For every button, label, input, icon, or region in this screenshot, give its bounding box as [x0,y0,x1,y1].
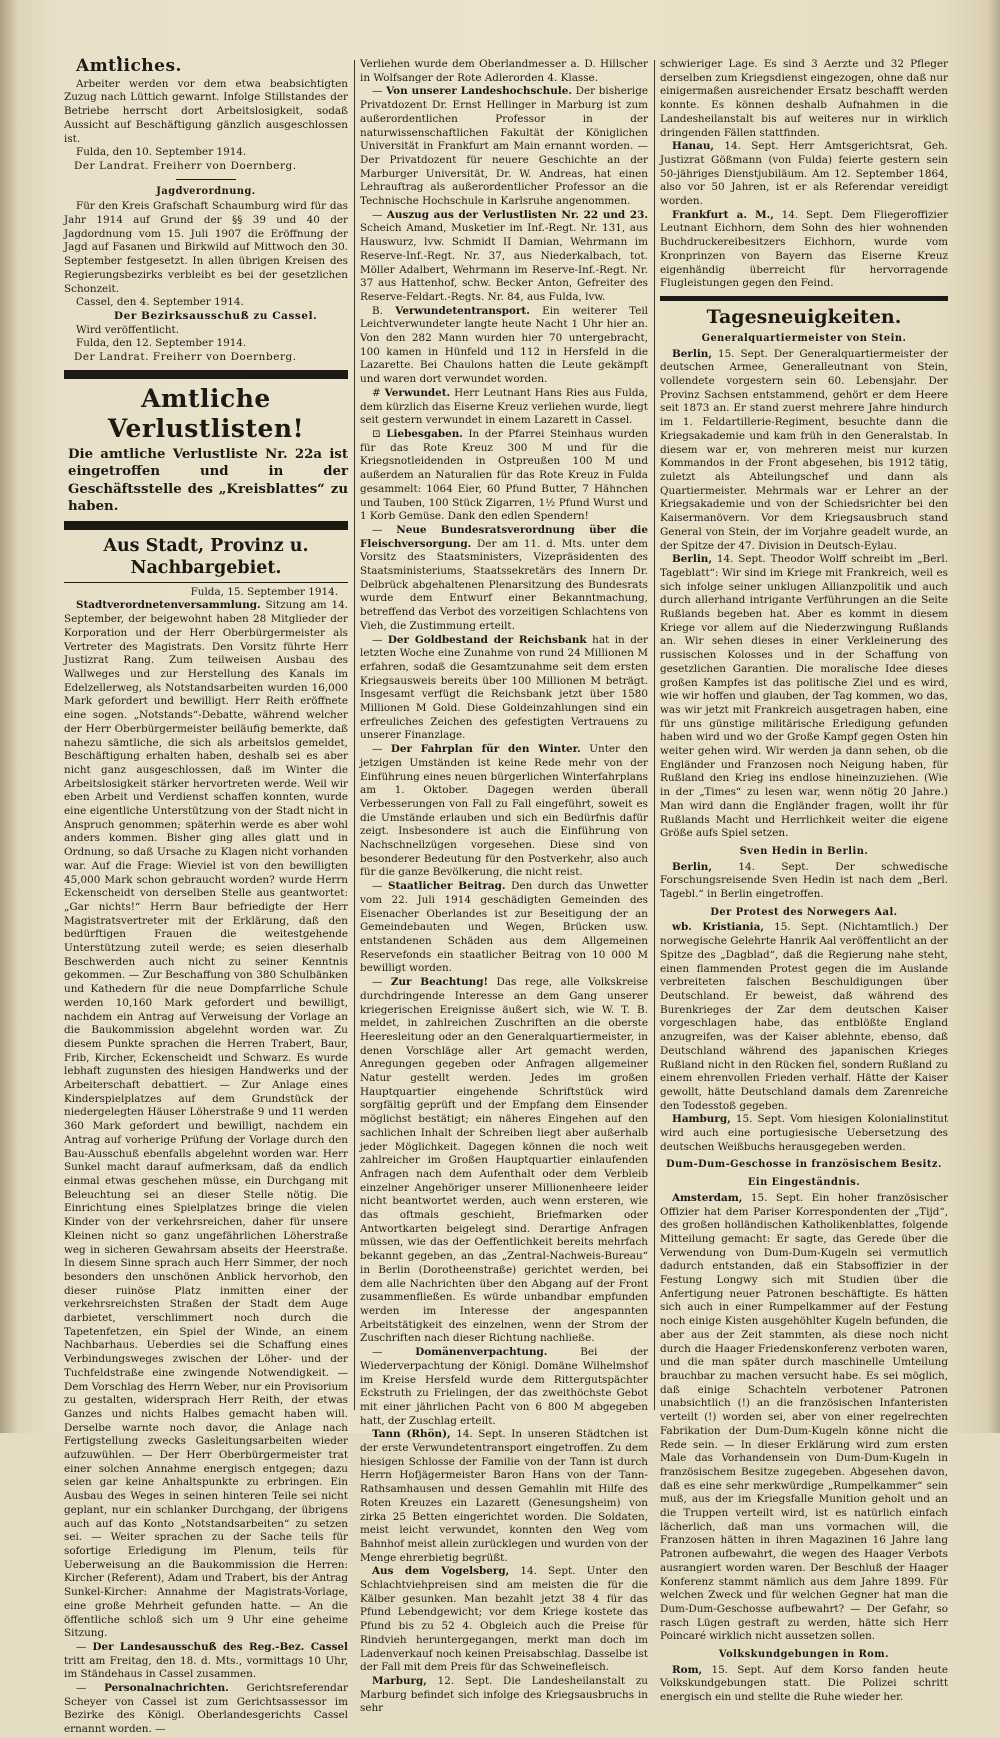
frankfurt-article [660,209,948,291]
jagd-date: Cassel, den 4. September 1914. [76,296,244,309]
verwundetentransport-label: Verwundetentransport. [395,304,530,317]
wolff-text: 14. Sept. Theodor Wolff schreibt im „Berl. Tageblatt“: Wir sind im Kriege mit Frankreich, weil es sich infolge seiner unklugen Allianzpolitik und auch durch allerhand intrigante Verführungen an die Seite Rußlands begeben hat. Aber es kommt in diesem Kriege vor allem auf die Niederzwingung Rußlands an. Wir sehen dieses in einer Verkleinerung des russischen Kolosses und in der Schaffung von gesetzlichen Garantien. Die moralische Idee dieses großen Kampfes ist das politische Ziel und es wird, wie wir hoffen und glauben, der Tag kommen, wo das, was wir jetzt mit Frankreich ausgetragen haben, eine für uns günstige militärische Erledigung gefunden haben wird und wo der Große Kampf gegen Osten hin weiter gehen wird. Wir werden ja dann sehen, ob die Engländer und Franzosen noch Neigung haben, für Rußland den Krieg ins endlose hineinzuziehen. (Wie in der „Times“ zu lesen war, wenn nötig 20 Jahre.) Man wird dann die Engländer fragen, wollt ihr für Rußlands Macht und Herrlichkeit weiter die eigene Größe aufs Spiel setzen. [660,553,949,840]
jagd-publish-signature: Der Landrat. Freiherr von Doernberg. [74,351,297,364]
beachtung-text: Das rege, alle Volkskreise durchdringende Interesse an dem Gang unserer kriegerischen Ereignisse äußert sich, wie W. T. B. meldet, in zahlreichen Zuschriften an die oberste Heeresleitung oder an den Generalquartiermeister, in denen Vorschläge aller Art gemacht werden, Anregungen gegeben oder Anfragen allgemeiner Natur gestellt werden. Jedes im großen Hauptquartier eingehende Schriftstück wird sorgfältig geprüft und der Empfang dem Einsender möglichst bestätigt; ein näheres Eingehen auf den sachlichen Inhalt der Schreiben liegt aber außerhalb jeder Möglichkeit. Dagegen können die noch weit zahlreicher im Großen Hauptquartier einlaufenden Anfragen nach dem Aufenthalt oder dem Verbleib einzelner Angehöriger unserer Millionenheere leider nicht beantwortet werden, auch wenn ersteren, wie das oftmals geschieht, Briefmarken oder Antwortkarten beigelegt sind. Derartige Anfragen müssen, wie das der Oeffentlichkeit bereits mehrfach bekannt gegeben, an das „Zentral-Nachweis-Bureau“ in Berlin (Dorotheenstraße) gerichtet werden, bei dem alle Nachrichten über den Abgang auf der Front zusammenfließen. Es würde unbandbar empfunden werden im Interesse der angespannten Arbeitstätigkeit des einzelnen, wenn der Strom der Zuschriften nach dieser Richtung nachließe. [360,976,648,1345]
fleisch-label: Neue Bundesratsverordnung über die Fleischversorgung. [360,523,648,550]
hedin-label: Berlin, [672,860,712,873]
hamburg-label: Hamburg, [672,1113,731,1126]
hedin-text: 14. Sept. Der schwedische Forschungsreisende Sven Hedin ist nach dem „Berl. Tagebl.“ in Berlin eingetroffen. [660,860,948,901]
dateline: Fulda, 15. September 1914. [190,585,338,598]
marburg-article [360,1675,648,1716]
landesausschuss-article: — Der Landesausschuß des Reg.-Bez. Cassel tritt am Freitag, den 18. d. Mts., vormittags 10 Uhr, im Ständehaus in Cassel zusammen. [64,1640,348,1681]
liebesgaben-label: Liebesgaben. [386,427,463,440]
divider [64,582,348,583]
fahrplan-article: — Der Fahrplan für den Winter. Unter den jetzigen Umständen ist keine Rede mehr von der Einführung eines neuen bürgerlichen Winterfahrplans am 1. Oktober. Dagegen werden überall Verbesserungen von Fall zu Fall eingeführt, soweit es die Umstände erlauben und sich ein Bedürfnis dafür zeigt. Insbesondere ist auch die Einführung von Nachschnellzügen vorgesehen. Diese sind von besonderer Bedeutung für den Postverkehr, also auch für die ganze Bevölkerung, die nicht reist. [360,743,648,879]
hochschule-text: Der bisherige Privatdozent Dr. Ernst Hellinger in Marburg ist zum außerordentlichen Professor in der naturwissenschaftlichen Fakultät der Königlichen Universität in Frankfurt am Main ernannt worden. — Der Privatdozent für neuere Geschichte an der Marburger Universität, Dr. W. Andreas, hat einen Lehrauftrag als außerordentlicher Professor an die Technische Hochschule in Karlsruhe angenommen. [360,85,648,208]
jagd-text: Für den Kreis Grafschaft Schaumburg wird für das Jahr 1914 auf Grund der §§ 39 und 40 der Jagdordnung vom 15. Juli 1907 die Eröffnung der Jagd auf Fasanen und Birkwild auf Mittwoch den 30. September festgesetzt. In allen übrigen Kreisen des Regierungsbezirks verbleibt es bei der gesetzlichen Schonzeit. [64,200,348,295]
tagesneuigkeiten-heading: Tagesneuigkeiten. [706,305,902,328]
beachtung-article: — Zur Beachtung! Das rege, alle Volkskreise durchdringende Interesse an dem Gang unserer kriegerischen Ereignisse äußert sich, wie W. T. B. meldet, in zahlreichen Zuschriften an die oberste Heeresleitung oder an den Generalquartiermeister, in denen Vorschläge aller Art gemacht werden, Anregungen gegeben oder Anfragen allgemeiner Natur gestellt werden. Jedes im großen Hauptquartier eingehende Schriftstück wird sorgfältig geprüft und der Empfang dem Einsender möglichst bestätigt; ein näheres Eingehen auf den sachlichen Inhalt der Schreiben liegt aber außerhalb jeder Möglichkeit. Dagegen können die noch weit zahlreicher im Großen Hauptquartier einlaufenden Anfragen nach dem Aufenthalt oder dem Verbleib einzelner Angehöriger unserer Millionenheere leider nicht beantwortet werden, auch wenn ersteren, wie das oftmals geschieht, Briefmarken oder Antwortkarten beigelegt sind. Derartige Anfragen müssen, wie das der Oeffentlichkeit bereits mehrfach bekannt gegeben, an das „Zentral-Nachweis-Bureau“ in Berlin (Dorotheenstraße) gerichtet werden, bei dem alle Nachrichten über den Abgang auf der Front zusammenfließen. Es würde unbandbar empfunden werden im Interesse der angespannten Arbeitstätigkeit des einzelnen, wenn der Strom der Zuschriften nach dieser Richtung nachließe. [360,976,648,1345]
fahrplan-label: Der Fahrplan für den Winter. [390,743,581,756]
tann-label: Tann (Rhön), [372,1428,451,1441]
marburg-continued: schwieriger Lage. Es sind 3 Aerzte und 32 Pfleger derselben zum Kriegsdienst eingezogen, ohne daß nur einigermaßen ausreichender Ersatz beschafft werden konnte. Es können deshalb Aufnahmen in die Landesheilanstalt bis auf weiteres nur in wirklich dringenden Fällen stattfinden. [660,58,948,139]
rom-heading: Volkskundgebungen in Rom. [718,1649,890,1661]
column-3 [660,58,949,1704]
auszug-article: — Auszug aus der Verlustlisten Nr. 22 und 23. Scheich Amand, Musketier im Inf.-Regt. Nr. 131, aus Hauswurz, lvw. Schmidt II Damian, Wehrmann im Reserve-Inf.-Regt. Nr. 37, aus Niederkalbach, tot. Möller Adalbert, Wehrmann im Reserve-Inf.-Regt. Nr. 37 aus Hattenhof, schw. Becker Anton, Gefreiter des Reserve-Feldart.-Regts. Nr. 84, aus Fulda, lvw. [360,208,648,303]
hamburg-text: 15. Sept. Vom hiesigen Kolonialinstitut wird auch eine portugiesische Uebersetzung des deutschen Weißbuchs herausgegeben werden. [660,1113,948,1153]
column-2 [360,58,649,1715]
stein-heading: Generalquartiermeister von Stein. [701,332,907,344]
verliehen-text: Verliehen wurde dem Oberlandmesser a. D. Hillscher in Wolfsanger der Rote Adlerorden 4. Klasse. [360,58,648,84]
column-rule-1 [354,60,355,1410]
hochschule-article: — Von unserer Landeshochschule. Der bisherige Privatdozent Dr. Ernst Hellinger in Marburg ist zum außerordentlichen Professor in der naturwissenschaftlichen Fakultät der Königlichen Universität in Frankfurt am Main ernannt worden. — Der Privatdozent für neuere Geschichte an der Marburger Universität, Dr. W. Andreas, hat einen Lehrauftrag als außerordentlicher Professor an die Technische Hochschule in Karlsruhe angenommen. [360,85,648,208]
verwundet-text: Herr Leutnant Hans Ries aus Fulda, dem kürzlich das Eiserne Kreuz verliehen wurde, liegt seit gestern verwundet in einem Lazarett in Cassel. [360,386,648,427]
verwundetentransport-article: B. Verwundetentransport. Ein weiterer Teil Leichtverwundeter langte heute Nacht 1 Uhr hier an. Von den 282 Mann wurden hier 70 untergebracht, 100 kamen in Hünfeld und 112 in Hersfeld in die Lazarette. Bei Chaulons hatten die Leute gekämpft und waren dort verwundet worden. [360,304,648,386]
amtliches-heading: Amtliches. [76,56,182,76]
fleisch-article: — Neue Bundesratsverordnung über die Fleischversorgung. Der am 11. d. Mts. unter dem Vorsitz des Staatsministers, Vizepräsidenten des Staatsministeriums, Staatssekretärs des Innern Dr. Delbrück abgehaltenen Plenarsitzung des Bundesrats wurde dem Entwurf einer Bekanntmachung, betreffend das Verbot des vorzeitigen Schlachtens von Vieh, die Zustimmung erteilt. [360,523,648,632]
marburg-label: Marburg, [372,1674,427,1687]
domaenen-article: — Domänenverpachtung. Bei der Wiederverpachtung der Königl. Domäne Wilhelmshof im Kreise Hersfeld wurde dem Rittergutspächter Eckstruth zu Frielingen, der das zweithöchste Gebot mit einer jährlichen Pacht von 6 800 M abgegeben hatt, der Zuschlag erteilt. [360,1346,648,1427]
stadtverordneten-text: Sitzung am 14. September, der beigewohnt haben 28 Mitglieder der Korporation und der Herr Oberbürgermeister als Vertreter des Magistrats. Den Vorsitz führte Herr Justizrat Rang. Zum teilweisen Ausbau des Wallweges und zur Herstellung des Kanals im Edelzellerweg, als Notstandsarbeiten wurden 16,000 Mark gefordert und bewilligt. Herr Reith eröffnete eine sogen. „Notstands“-Debatte, während welcher der Herr Oberbürgermeister beiläufig bemerkte, daß nahezu sämtliche, die sich als arbeitslos gemeldet, Beschäftigung erhalten haben, deshalb sei es aber nicht ganz ausgeschlossen, daß im Winter die Arbeitslosigkeit stärker hervortreten werde. Weil wir eben Arbeit und Verdienst schaffen konnten, wurde eine eigentliche Unterstützung von der Stadt nicht in Anspruch genommen; späterhin werde es aber wohl anders kommen. Bisher ging alles glatt und in Ordnung, so daß Ursache zu Klagen nicht vorhanden war. Auf die Frage: Wieviel ist von den bewilligten 45,000 Mark schon gebraucht worden? wurde Herrn Eckenscheidt von derselben Stelle aus geantwortet: „Gar nichts!“ Herrn Baur befriedigte der Herr Magistratsvertreter mit der Erklärung, daß den bedürftigen Frauen die weitestgehende Unterstützung zuteil werde; es seien dieserhalb Beschwerden auch nicht zu seiner Kenntnis gekommen. — Zur Beschaffung von 380 Schulbänken und Kathedern für die neue Dompfarrliche Schule werden 10,160 Mark gefordert und bewilligt, nachdem ein Antrag auf Verweisung der Vorlage an die Baukommission abgelehnt worden war. Zu diesem Punkte sprachen die Herren Trabert, Baur, Frib, Kircher, Eckenscheidt und Schwarz. Es wurde lebhaft zugunsten des hiesigen Handwerks und der Arbeiterschaft debattiert. — Zur Anlage eines Kinderspielplatzes auf dem Grundstück der niedergelegten Häuser Löherstraße 9 und 11 werden 360 Mark gefordert und bewilligt, nachdem ein Antrag auf vorherige Prüfung der Vorlage durch den Bau-Ausschuß ebenfalls abgelehnt worden war. Herr Sunkel macht darauf aufmerksam, daß da endlich einmal etwas geschehen müsse, ein Durchgang mit Beleuchtung sei an dieser Stelle nötig. Die Einrichtung eines Spielplatzes bringe die vielen Kinder von der verkehrsreichen, daher für unsere Kleinen nicht so ganz ungefährlichen Löherstraße weg in sicheren Gewahrsam abseits der Heerstraße. In diesem Sinne sprach auch Herr Simmer, der noch besonders den unschönen Anblick hervorhob, den dieser ruinöse Platz inmitten einer der verkehrsreichsten Straßen der Stadt dem Auge darbietet, verschlimmert noch durch die Tapetenfetzen, ein Spiel der Winde, an einem Nachbarhaus. Ueberdies sei die Schaffung eines Verbindungsweges zwischen der Löher- und der Tuchfeldstraße eine zwingende Notwendigkeit. — Dem Vorschlag des Herrn Weber, nur ein Provisorium zu gestalten, widersprach Herr Reith, der etwas Ganzes und nichts Halbes gemacht haben will. Derselbe warnte noch davor, die Anlage nach Fertigstellung zwecks Gasleitungsarbeiten wieder aufzuwühlen. — Der Herr Oberbürgermeister trat einer solchen Annahme energisch entgegen; dazu seien gar keine Anhaltspunkte zu erbringen. Ein Ausbau des Weges in seinen hinteren Teile sei nicht geplant, nur ein schlanker Durchgang, der übrigens auch auf das Konto „Notstandsarbeiten“ zu setzen sei. — Weiter sprachen zu der Sache teils für sofortige Erledigung im Plenum, teils für Ueberweisung an die Baukommission die Herren: Kircher (Referent), Adam und Trabert, bis der Antrag Sunkel-Kircher: Annahme der Magistrats-Vorlage, eine große Mehrheit gefunden hatte. — An die öffentliche schloß sich um 9 Uhr eine geheime Sitzung. [64,599,348,1640]
hamburg-article [660,1113,948,1154]
fleisch-text: Der am 11. d. Mts. unter dem Vorsitz des Staatsministers, Vizepräsidenten des Staatsministeriums, Staatssekretärs des Innern Dr. Delbrück abgehaltenen Plenarsitzung des Bundesrats wurde dem Entwurf einer Bekanntmachung, betreffend das Verbot des vorzeitigen Schlachtens von Vieh, die Zustimmung erteilt. [360,537,648,632]
rom-label: Rom, [672,1663,703,1676]
landesausschuss-text: tritt am Freitag, den 18. d. Mts., vormittags 10 Uhr, im Ständehaus in Cassel zusammen. [64,1654,348,1681]
stein-label: Berlin, [672,347,712,360]
verwundetentransport-text: Ein weiterer Teil Leichtverwundeter langte heute Nacht 1 Uhr hier an. Von den 282 Mann wurden hier 70 untergebracht, 100 kamen in Hünfeld und 112 in Hersfeld in die Lazarette. Bei Chaulons hatten die Leute gekämpft und waren dort verwundet worden. [360,304,648,386]
hedin-article [660,861,948,902]
aal-label: wb. Kristiania, [672,921,764,934]
jagd-publish-date: Fulda, den 12. September 1914. [76,337,247,350]
aal-article [660,921,948,1113]
dumdum-article [660,1192,948,1644]
verlustlisten-notice: Die amtliche Verlustliste Nr. 22a ist eingetroffen und in der Geschäftsstelle des „Kreisblattes“ zu haben. [68,446,348,515]
page-left-shadow [0,0,18,1433]
landesausschuss-label: Der Landesausschuß des Reg.-Bez. Cassel [92,1640,348,1653]
beachtung-label: Zur Beachtung! [390,976,489,989]
verlustlisten-heading: Amtliche Verlustlisten! [107,383,305,443]
domaenen-text: Bei der Wiederverpachtung der Königl. Domäne Wilhelmshof im Kreise Hersfeld wurde dem Rittergutspächter Eckstruth zu Frielingen, der das zweithöchste Gebot mit einer jährlichen Pacht von 6 800 M abgegeben hatt, der Zuschlag erteilt. [360,1346,648,1427]
notice-luettich-date: Fulda, den 10. September 1914. [76,146,247,159]
stadtverordneten-label: Stadtverordnetenversammlung. [76,599,261,612]
aal-heading: Der Protest des Norwegers Aal. [710,906,898,918]
jagd-heading: Jagdverordnung. [156,185,256,197]
vogelsberg-label: Aus dem Vogelsberg, [372,1565,510,1578]
rom-article [660,1664,948,1705]
stein-text: 15. Sept. Der Generalquartiermeister der deutschen Armee, Generalleutnant von Stein, vollendete vorgestern sein 60. Lebensjahr. Der Provinz Sachsen entstammend, gehört er dem Heere seit 1873 an. Er stand zuerst mehrere Jahre hindurch im 1. Feldartillerie-Regiment, besuchte dann die Kriegsakademie und kam früh in den Generalstab. In diesem war er, von mehreren meist nur kurzen Kommandos in der Front abgesehen, bis 1912 tätig, zuletzt als Abteilungschef und dann als Quartiermeister. Mehrmals war er Lehrer an der Kriegsakademie und von der Schiedsrichter bei den Kaisermanövern. Vor dem Kriegsausbruch stand General von Stein, der im Vorjahre geadelt wurde, an der Spitze der 47. Division in Deutsch-Eylau. [660,347,948,552]
verwundet-label: Verwundet. [384,386,451,399]
notice-luettich: Arbeiter werden vor dem etwa beabsichtigten Zuzug nach Lüttich gewarnt. Infolge Stillstandes der Betriebe herrscht dort Arbeitslosigkeit, sodaß Aussicht auf Beschäftigung gänzlich ausgeschlossen ist. [64,77,348,145]
personal-text: Gerichtsreferendar Scheyer von Cassel ist zum Gerichtsassessor im Bezirke des Königl. Oberlandesgerichts Cassel ernannt worden. — [64,1682,348,1736]
thick-rule [64,521,348,530]
dumdum-label: Amsterdam, [672,1191,743,1204]
wolff-label: Berlin, [672,553,712,566]
stadtverordneten-article [64,599,348,1640]
aal-text: 15. Sept. (Nichtamtlich.) Der norwegische Gelehrte Hanrik Aal veröffentlicht an der Spitze des „Dagblad“, daß die Regierung nahe steht, einen flammenden Protest gegen die im Auslande verbreiteten falschen Beschuldigungen über Deutschland. Er beweist, daß während des Burenkrieges der Zar dem deutschen Kaiser vorgeschlagen habe, das entblößte England anzugreifen, was der Kaiser ablehnte, ebenso, daß Deutschland während des japanischen Krieges Rußland nicht in den Rücken fiel, sondern Rußland zu einem ehrenvollen Frieden verhalf. Hätte der Kaiser gewollt, hätte Deutschland damals dem Zarenreiche den Todesstoß gegeben. [660,921,948,1112]
dumdum-subheading: Ein Eingeständnis. [747,1177,861,1189]
auszug-text: Scheich Amand, Musketier im Inf.-Regt. Nr. 131, aus Hauswurz, lvw. Schmidt II Damian, Wehrmann im Reserve-Inf.-Regt. Nr. 37, aus Niederkalbach, tot. Möller Adalbert, Wehrmann im Reserve-Inf.-Regt. Nr. 37 aus Hattenhof, schw. Becker Anton, Gefreiter des Reserve-Feldart.-Regts. Nr. 84, aus Fulda, lvw. [360,222,648,303]
page-right-shadow [988,0,1000,1433]
staatlich-label: Staatlicher Beitrag. [387,880,506,893]
verwundet-article: # Verwundet. Herr Leutnant Hans Ries aus Fulda, dem kürzlich das Eiserne Kreuz verliehen wurde, liegt seit gestern verwundet in einem Lazarett in Cassel. [360,386,648,427]
tann-article [360,1428,648,1565]
thick-rule [64,370,348,379]
frankfurt-label: Frankfurt a. M., [672,208,774,221]
personal-article: — Personalnachrichten. Gerichtsreferendar Scheyer von Cassel ist zum Gerichtsassessor im Bezirke des Königl. Oberlandesgerichts Cassel ernannt worden. — [64,1682,348,1736]
gold-label: Der Goldbestand der Reichsbank [387,633,587,646]
domaenen-label: Domänenverpachtung. [415,1346,548,1359]
column-1 [64,56,348,1736]
jagd-publish: Wird veröffentlicht. [76,323,180,336]
staatlich-text: Den durch das Unwetter vom 22. Juli 1914 geschädigten Gemeinden des Eisenacher Oberlandes ist zur Beseitigung der an Gemeindebauten und Wegen, Brücken usw. entstandenen Schäden aus dem Allgemeinen Reservefonds ein staatlicher Beitrag von 10 000 M bewilligt worden. [360,880,649,975]
hanau-article [660,140,948,209]
hochschule-label: Von unserer Landeshochschule. [386,85,572,98]
column-rule-2 [654,60,655,1410]
hanau-label: Hanau, [672,140,715,153]
fahrplan-text: Unter den jetzigen Umständen ist keine Rede mehr von der Einführung eines neuen bürgerlichen Winterfahrplans am 1. Oktober. Dagegen werden überall Verbesserungen von Fall zu Fall eingeführt, soweit es die Umstände erlauben und sich ein Bedürfnis dafür zeigt. Insbesondere ist auch die Einführung von Nachschnellzügen vorgesehen. Diese sind von besonderer Bedeutung für den Postverkehr, also auch für die ganze Bevölkerung, die nicht reist. [360,743,648,879]
gold-text: hat in der letzten Woche eine Zunahme von rund 24 Millionen M erfahren, sodaß die Gesamtzunahme seit dem ersten Kriegsausweis bereits über 100 Millionen M beträgt. Insgesamt verfügt die Reichsbank jetzt über 1580 Millionen M Gold. Diese Goldeinzahlungen sind ein erfreuliches Zeichen des gefestigten Vertrauens zu unserer Finanzlage. [360,633,648,742]
stein-article [660,348,948,554]
frankfurt-text: 14. Sept. Dem Fliegeroffizier Leutnant Eichhorn, dem Sohn des hier wohnenden Buchdruckereibesitzers Eichhorn, wurde vom Kronprinzen von Bayern das Eiserne Kreuz eigenhändig überreicht für hervorragende Flugleistungen gegen den Feind. [660,208,948,290]
gold-article: — Der Goldbestand der Reichsbank hat in der letzten Woche eine Zunahme von rund 24 Millionen M erfahren, sodaß die Gesamtzunahme seit dem ersten Kriegsausweis bereits über 100 Millionen M beträgt. Insgesamt verfügt die Reichsbank jetzt über 1580 Millionen M Gold. Diese Goldeinzahlungen sind ein erfreuliches Zeichen des gefestigten Vertrauens zu unserer Finanzlage. [360,633,648,742]
hanau-text: 14. Sept. Herr Amtsgerichtsrat, Geh. Justizrat Gößmann (von Fulda) feierte gestern sein 50-jähriges Dienstjubiläum. Am 12. September 1864, also vor 50 Jahren, ist er als Referendar vereidigt worden. [660,140,948,208]
staatlich-article: — Staatlicher Beitrag. Den durch das Unwetter vom 22. Juli 1914 geschädigten Gemeinden des Eisenacher Oberlandes ist zur Beseitigung der an Gemeindebauten und Wegen, Brücken usw. entstandenen Schäden aus dem Allgemeinen Reservefonds ein staatlicher Beitrag von 10 000 M bewilligt worden. [360,880,649,975]
tann-text: 14. Sept. In unseren Städtchen ist der erste Verwundetentransport eingetroffen. Zu dem hiesigen Schlosse der Familie von der Tann ist durch Herrn Hofjägermeister Baron Hans von der Tann-Rathsamhausen und dessen Gemahlin mit Hilfe des Roten Kreuzes ein Lazarett (Genesungsheim) von zirka 25 Betten eingerichtet worden. Die Soldaten, meist leicht verwundet, konnten den Weg vom Bahnhof meist allein zurücklegen und wurden von der Menge ehrerbietig begrüßt. [360,1428,649,1564]
personal-label: Personalnachrichten. [104,1682,229,1695]
vogelsberg-text: 14. Sept. Unter den Schlachtviehpreisen sind am meisten die für die Kälber gesunken. Man bezahlt jetzt 38 4 für das Pfund Lebendgewicht; vor dem Kriege kostete das Pfund bis zu 52 4. Obgleich auch die Preise für Rindvieh heruntergegangen, merkt man doch im Ladenverkauf noch keinen Preisabschlag. Dasselbe ist der Fall mit dem Preis für das Schweinefleisch. [360,1565,648,1674]
divider [176,179,236,180]
vogelsberg-article [360,1565,648,1675]
dumdum-text: 15. Sept. Ein hoher französischer Offizier hat dem Pariser Korrespondenten der „Tijd“, des großen holländischen Katholikenblattes, folgende Mitteilung gemacht: Er sagte, das Gerede über die Verwendung von Dum-Dum-Kugeln sei vermutlich dadurch entstanden, daß ein Stabsoffizier in der Festung Longwy sich mit Studien über die Anfertigung neuer Patronen beschäftigte. Es hätten sich auch in einer Rumpelkammer auf der Festung noch einige Kisten ausgehöhlter Kugeln befunden, die aber aus der Zeit stammten, als diese noch nicht durch die Haager Friedenskonferenz verboten waren, und die man später durch maschinelle Umteilung brauchbar zu machen versucht habe. Es sei möglich, daß einige Schachteln verbotener Patronen unabsichtlich (!) an die französischen Infanteristen verteilt (!) worden sei, aber von einer regelrechten Fabrikation der Dum-Dum-Kugeln könne nicht die Rede sein. — In dieser Erklärung wird zum ersten Male das Vorhandensein von Dum-Dum-Kugeln in französischem Besitze zugegeben. Abgesehen davon, daß es eine sehr merkwürdige „Rumpelkammer“ sein muß, aus der im Kriegsfalle Munition geholt und an die Truppen verteilt wird, ist es natürlich einfach lächerlich, daß man uns vormachen will, die Franzosen hätten in ihren Magazinen 16 Jahre lang Patronen aufbewahrt, die wegen des Haager Verbots ausrangiert worden waren. Der Beschluß der Haager Konferenz stammt nämlich aus dem Jahre 1899. Für welchen Zweck und für welchen Gegner hat man die Dum-Dum-Geschosse aufbewahrt? — Der Gefahr, so rasch Lügen gestraft zu werden, hätte sich Herr Poincaré wirklich nicht aussetzen sollen. [660,1191,948,1643]
liebesgaben-text: In der Pfarrei Steinhaus wurden für das Rote Kreuz 300 M und für die Kriegsnotleidenden in Ostpreußen 100 M und außerdem an Naturalien für das Rote Kreuz in Fulda gesammelt: 1064 Eier, 60 Pfund Butter, 7 Hähnchen und Tauben, 100 Stück Zigarren, 1½ Pfund Wurst und 1 Korb Gemüse. Dank den edlen Spendern! [360,427,648,523]
auszug-label: Auszug aus der Verlustlisten Nr. 22 und 23. [386,208,648,221]
notice-luettich-signature: Der Landrat. Freiherr von Doernberg. [74,159,297,172]
marburg-text: 12. Sept. Die Landesheilanstalt zu Marburg befindet sich infolge des Kriegsausbruchs in sehr [360,1674,648,1715]
thick-rule [660,296,948,301]
jagd-signature: Der Bezirksausschuß zu Cassel. [114,309,318,322]
dumdum-heading: Dum-Dum-Geschosse in französischem Besitz. [666,1159,942,1171]
liebesgaben-article: ⊡ Liebesgaben. In der Pfarrei Steinhaus wurden für das Rote Kreuz 300 M und für die Kriegsnotleidenden in Ostpreußen 100 M und außerdem an Naturalien für das Rote Kreuz in Fulda gesammelt: 1064 Eier, 60 Pfund Butter, 7 Hähnchen und Tauben, 100 Stück Zigarren, 1½ Pfund Wurst und 1 Korb Gemüse. Dank den edlen Spendern! [360,427,648,523]
wolff-article [660,553,948,841]
aus-stadt-heading: Aus Stadt, Provinz u. Nachbargebiet. [103,535,309,578]
hedin-heading: Sven Hedin in Berlin. [739,845,869,857]
rom-text: 15. Sept. Auf dem Korso fanden heute Volkskundgebungen statt. Die Polizei schritt energisch ein und stellte die Ruhe wieder her. [660,1663,948,1704]
